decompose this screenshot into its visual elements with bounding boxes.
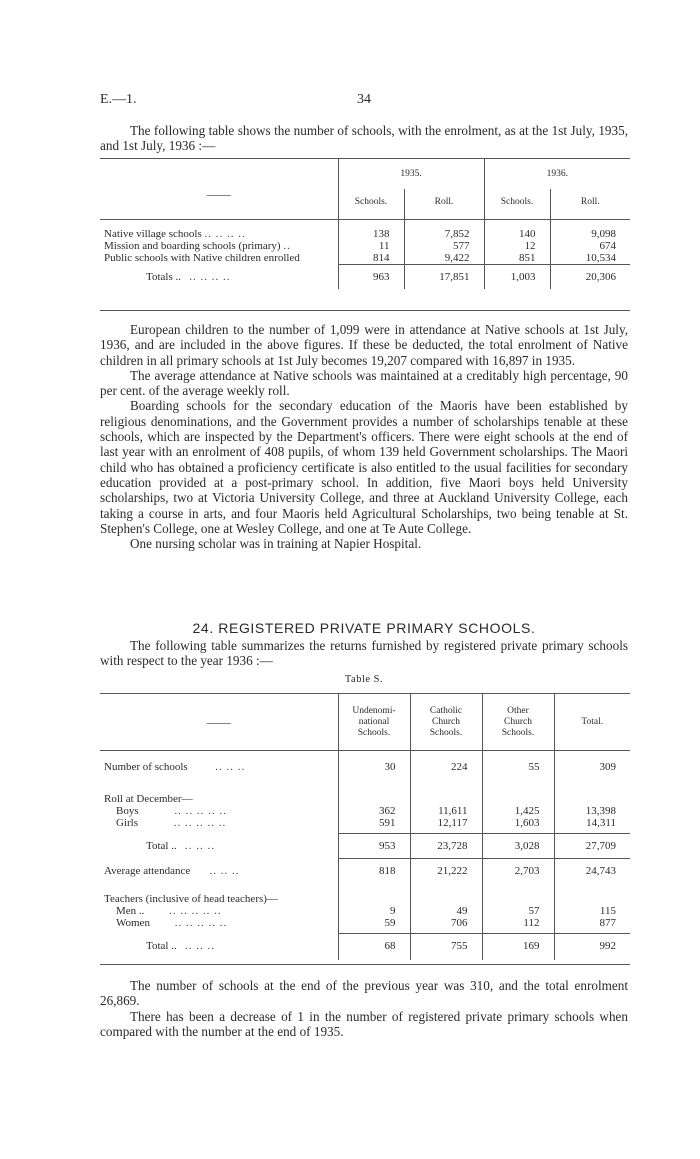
paragraph-nursing: One nursing scholar was in training at Napier Hospital. — [130, 536, 422, 552]
table2-bottom-rule — [100, 964, 630, 965]
col-roll-1936: Roll. — [550, 189, 630, 220]
schools-1935-cell: 138 11 814 — [338, 220, 404, 265]
cell-total1-undenom: 953 — [338, 834, 410, 859]
roll-1936-cell: 9,098 674 10,534 — [550, 220, 630, 265]
intro-text-2: The following table summarizes the returns furnished by registered private primary schools with respect to the year 1936 :— — [100, 638, 628, 669]
cell-schools-undenom: 30 — [338, 751, 410, 782]
cell-roll-other: 1,425 1,603 — [482, 781, 554, 834]
intro-text-1: The following table shows the number of schools, with the enrolment, as at the 1st July, 1935, and 1st July, 1936 :— — [100, 123, 628, 154]
totals-schools-1936: 1,003 — [484, 265, 550, 290]
table1-bottom-rule — [100, 310, 630, 311]
closing-paragraph-1: The number of schools at the end of the previous year was 310, and the total enrolment 26,869. — [100, 978, 628, 1009]
cell-total2-other: 169 — [482, 934, 554, 961]
private-schools-table — [100, 693, 630, 960]
year-1936-header: 1936. — [484, 159, 630, 190]
col-undenominational: Undenomi- national Schools. — [338, 694, 410, 751]
cell-schools-other: 55 — [482, 751, 554, 782]
native-schools-table — [100, 158, 630, 289]
cell-teachers-total: 115 877 — [554, 881, 630, 934]
label-total-1: Total .. .. .. .. — [146, 839, 215, 852]
row-labels — [100, 220, 338, 265]
totals-schools-1935: 963 — [338, 265, 404, 290]
col-other-church: Other Church Schools. — [482, 694, 554, 751]
cell-total1-catholic: 23,728 — [410, 834, 482, 859]
year-1935-header: 1935. — [338, 159, 484, 190]
row-label-public: Public schools with Native children enrolled — [104, 252, 300, 264]
label-number-of-schools: Number of schools .. .. .. — [104, 761, 246, 773]
cell-schools-catholic: 224 — [410, 751, 482, 782]
paragraph-boarding: Boarding schools for the secondary education of the Maoris have been established by religious denominations, and the Government provides a number of scholarships tenable at these schools, which are inspected by the Department's officers. There were eight schools at the end of last year with an enrolment of 408 pupils, of whom 139 held Government scholarships. The Maori child who has obtained a proficiency certificate is also entitled to the usual facilities for secondary education provided at a post-primary school. In addition, five Maori boys held University scholarships, two at Victoria University College, and three at Auckland University College, each taking a course in arts, and four Maoris held Agricultural Scholarships, two being tenable at St. Stephen's College, one at Wesley College, and one at Te Aute College. — [100, 398, 628, 536]
label-total-2: Total .. .. .. .. — [146, 939, 215, 952]
cell-total2-catholic: 755 — [410, 934, 482, 961]
totals-roll-1936: 20,306 — [550, 265, 630, 290]
teacher-labels: Teachers (inclusive of head teachers)— Men .. .. .. .. .. .. Women .. .. .. .. .. — [104, 893, 278, 929]
stub-header-2: —— — [206, 714, 231, 729]
cell-total2-undenom: 68 — [338, 934, 410, 961]
cell-total1-total: 27,709 — [554, 834, 630, 859]
intro-paragraph-1 — [100, 123, 628, 154]
section-title: 24. REGISTERED PRIVATE PRIMARY SCHOOLS. — [192, 620, 536, 636]
cell-attendance-total: 24,743 — [554, 859, 630, 882]
cell-total2-total: 992 — [554, 934, 630, 961]
cell-total1-other: 3,028 — [482, 834, 554, 859]
cell-teachers-catholic: 49 706 — [410, 881, 482, 934]
roll-labels: Roll at December— Boys .. .. .. .. .. Girls .. .. .. .. .. — [104, 793, 227, 829]
cell-teachers-other: 57 112 — [482, 881, 554, 934]
cell-attendance-catholic: 21,222 — [410, 859, 482, 882]
cell-roll-total: 13,398 14,311 — [554, 781, 630, 834]
col-schools-1936: Schools. — [484, 189, 550, 220]
table-caption: Table S. — [344, 674, 384, 685]
col-total: Total. — [554, 694, 630, 751]
totals-label: Totals .. .. .. .. .. — [146, 270, 231, 283]
cell-attendance-undenom: 818 — [338, 859, 410, 882]
row-label-mission: Mission and boarding schools (primary) .. — [104, 240, 291, 252]
stub-header: —— — [206, 186, 231, 201]
intro-paragraph-2 — [100, 638, 628, 669]
closing-paragraphs — [100, 978, 628, 1039]
page-number: 34 — [357, 92, 371, 107]
col-roll-1935: Roll. — [404, 189, 484, 220]
col-schools-1935: Schools. — [338, 189, 404, 220]
body-paragraphs — [100, 322, 628, 551]
schools-1936-cell: 140 12 851 — [484, 220, 550, 265]
row-label-village: Native village schools .. .. .. .. — [104, 228, 246, 240]
paragraph-attendance: The average attendance at Native schools was maintained at a creditably high percentage, 90 per cent. of the average weekly roll. — [100, 367, 628, 399]
cell-teachers-undenom: 9 59 — [338, 881, 410, 934]
cell-roll-catholic: 11,611 12,117 — [410, 781, 482, 834]
closing-paragraph-2: There has been a decrease of 1 in the number of registered private primary schools when compared with the number at the end of 1935. — [100, 1008, 628, 1039]
cell-attendance-other: 2,703 — [482, 859, 554, 882]
page-header — [100, 92, 628, 112]
report-code: E.—1. — [100, 92, 137, 107]
label-attendance: Average attendance .. .. .. — [104, 864, 240, 877]
cell-roll-undenom: 362 591 — [338, 781, 410, 834]
paragraph-european: European children to the number of 1,099 were in attendance at Native schools at 1st July, 1936, and are included in the above figures. If these be deducted, the total enrolment of Native children in all primary schools at 1st July becomes 19,207 compared with 16,897 in 1935. — [100, 322, 628, 368]
roll-1935-cell: 7,852 577 9,422 — [404, 220, 484, 265]
totals-roll-1935: 17,851 — [404, 265, 484, 290]
cell-schools-total: 309 — [554, 751, 630, 782]
col-catholic: Catholic Church Schools. — [410, 694, 482, 751]
